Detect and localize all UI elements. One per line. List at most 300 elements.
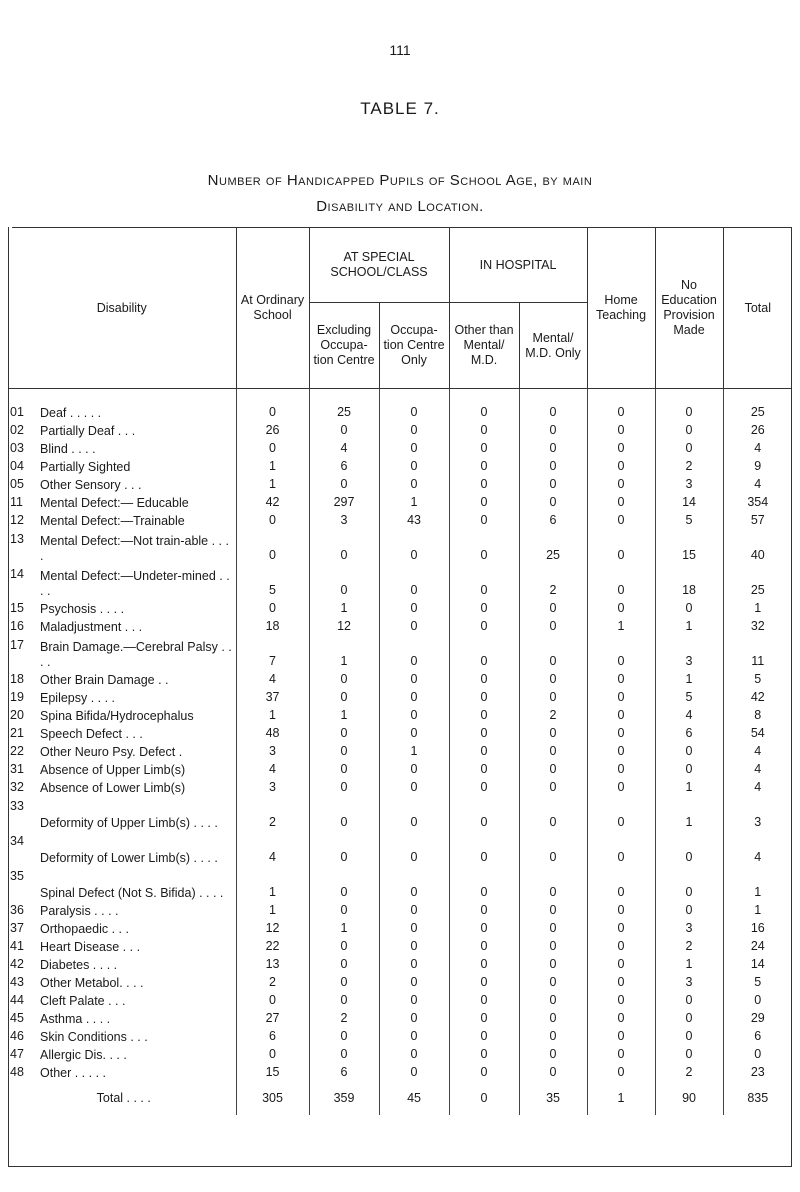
row-value: 2 [655,1063,723,1081]
row-code: 20 [10,708,24,722]
row-disability: Heart Disease . . . [40,940,141,954]
row-value: 48 [236,724,309,742]
row-value: 0 [519,991,587,1009]
table-row [8,937,792,955]
total-row [8,1081,792,1115]
row-value: 0 [587,866,655,901]
row-value: 0 [309,742,379,760]
row-value: 0 [449,831,519,866]
row-code: 45 [10,1011,24,1025]
row-value: 4 [236,831,309,866]
row-value: 0 [519,955,587,973]
row-value: 2 [236,796,309,831]
row-code: 41 [10,939,24,953]
row-value: 0 [519,760,587,778]
row-value: 0 [309,973,379,991]
table-row [8,389,792,422]
table-bottom-rule [8,1166,792,1167]
row-value: 0 [449,1027,519,1045]
row-value: 14 [723,955,792,973]
header-ordinary-school: At Ordinary School [236,228,309,389]
row-value: 0 [449,421,519,439]
row-value: 37 [236,688,309,706]
row-value: 2 [519,706,587,724]
row-value: 0 [449,937,519,955]
row-disability: Maladjustment . . . [40,620,143,634]
row-value: 4 [723,475,792,493]
header-special-school: AT SPECIAL SCHOOL/CLASS [309,228,449,303]
row-value: 4 [723,742,792,760]
row-value: 6 [723,1027,792,1045]
row-disability: Cleft Palate . . . [40,994,126,1008]
table-left-rule [8,227,9,1167]
row-value: 42 [236,493,309,511]
row-value: 1 [723,599,792,617]
row-code: 17 [10,638,24,652]
row-value: 0 [379,617,449,635]
row-value: 0 [379,796,449,831]
table-row [8,439,792,457]
row-value: 0 [587,457,655,475]
row-value: 6 [655,724,723,742]
row-code: 14 [10,567,24,581]
total-value: 90 [655,1081,723,1115]
row-value: 3 [655,919,723,937]
row-value: 0 [519,1063,587,1081]
row-value: 2 [655,457,723,475]
row-value: 9 [723,457,792,475]
row-value: 3 [236,778,309,796]
total-value: 45 [379,1081,449,1115]
row-value: 0 [449,742,519,760]
row-code: 18 [10,672,24,686]
row-value: 0 [236,991,309,1009]
row-value: 0 [655,760,723,778]
row-value: 4 [723,778,792,796]
row-disability: Orthopaedic . . . [40,922,129,936]
table-row [8,635,792,670]
row-value: 8 [723,706,792,724]
row-value: 0 [519,724,587,742]
row-value: 0 [587,991,655,1009]
row-value: 0 [587,955,655,973]
row-value: 0 [519,866,587,901]
table-row [8,599,792,617]
row-value: 1 [655,670,723,688]
row-value: 0 [379,1045,449,1063]
row-code: 11 [10,495,23,509]
row-code: 47 [10,1047,24,1061]
total-label: Total . . . . [96,1090,151,1105]
header-disability: Disability [96,300,147,315]
table-row [8,742,792,760]
row-value: 0 [587,439,655,457]
row-value: 0 [449,599,519,617]
table-row [8,688,792,706]
row-value: 1 [236,475,309,493]
row-value: 1 [236,457,309,475]
row-value: 3 [236,742,309,760]
row-value: 4 [236,760,309,778]
table-row [8,529,792,564]
row-value: 2 [309,1009,379,1027]
row-value: 0 [236,511,309,529]
row-value: 1 [655,955,723,973]
row-value: 0 [309,475,379,493]
row-value: 4 [723,831,792,866]
row-value: 0 [379,457,449,475]
row-value: 0 [236,529,309,564]
row-code: 22 [10,744,24,758]
table-row [8,991,792,1009]
row-value: 0 [379,670,449,688]
row-value: 11 [723,635,792,670]
row-value: 0 [519,796,587,831]
row-value: 3 [723,796,792,831]
row-value: 0 [309,866,379,901]
row-disability: Asthma . . . . [40,1012,111,1026]
row-value: 0 [723,1045,792,1063]
row-value: 0 [379,1009,449,1027]
row-value: 5 [655,511,723,529]
table-row [8,1009,792,1027]
row-disability: Brain Damage.—Cerebral Palsy . . . . [40,640,232,669]
row-value: 297 [309,493,379,511]
row-value: 6 [309,457,379,475]
row-value: 0 [236,599,309,617]
row-code: 34 [10,834,24,848]
caption-line-2: Disability and Location. [316,198,484,215]
row-value: 0 [655,599,723,617]
table-row [8,1063,792,1081]
row-value: 0 [449,529,519,564]
row-disability: Partially Deaf . . . [40,424,136,438]
row-value: 0 [449,1045,519,1063]
table-row [8,955,792,973]
row-value: 0 [587,831,655,866]
row-value: 0 [379,901,449,919]
row-value: 4 [723,760,792,778]
table-row [8,706,792,724]
row-value: 0 [587,564,655,599]
row-value: 0 [449,670,519,688]
row-value: 26 [236,421,309,439]
row-value: 0 [309,724,379,742]
row-value: 32 [723,617,792,635]
table-row [8,421,792,439]
row-value: 0 [449,901,519,919]
row-value: 0 [587,919,655,937]
row-value: 0 [379,1063,449,1081]
row-value: 0 [309,937,379,955]
row-value: 0 [379,529,449,564]
row-value: 23 [723,1063,792,1081]
row-value: 4 [723,439,792,457]
total-value: 0 [449,1081,519,1115]
row-value: 0 [309,670,379,688]
row-value: 0 [655,866,723,901]
row-value: 12 [236,919,309,937]
row-value: 0 [655,1027,723,1045]
row-value: 0 [519,831,587,866]
row-value: 0 [449,778,519,796]
row-value: 0 [519,457,587,475]
row-value: 0 [519,493,587,511]
row-value: 25 [519,529,587,564]
row-code: 46 [10,1029,24,1043]
row-value: 0 [587,973,655,991]
row-value: 0 [519,670,587,688]
table-row [8,457,792,475]
row-value: 0 [379,760,449,778]
row-code: 37 [10,921,24,935]
row-value: 0 [587,493,655,511]
row-value: 29 [723,1009,792,1027]
row-value: 0 [519,635,587,670]
row-disability: Diabetes . . . . [40,958,118,972]
row-code: 05 [10,477,24,491]
row-value: 43 [379,511,449,529]
total-value: 359 [309,1081,379,1115]
row-disability: Partially Sighted [40,460,131,474]
table-row [8,475,792,493]
table-body [8,389,792,1116]
row-value: 0 [449,1009,519,1027]
row-value: 0 [449,724,519,742]
row-value: 0 [379,991,449,1009]
row-value: 5 [655,688,723,706]
row-value: 1 [236,866,309,901]
row-value: 0 [379,955,449,973]
row-value: 18 [236,617,309,635]
row-value: 1 [655,796,723,831]
header-in-hospital: IN HOSPITAL [449,228,587,303]
total-value: 835 [723,1081,792,1115]
row-value: 1 [379,742,449,760]
row-value: 0 [449,635,519,670]
header-excluding-occupation-centre: Excluding Occupa-tion Centre [309,303,379,389]
row-value: 40 [723,529,792,564]
row-value: 0 [379,973,449,991]
row-code: 43 [10,975,24,989]
row-disability: Other Brain Damage . . [40,673,169,687]
row-value: 0 [519,617,587,635]
row-value: 42 [723,688,792,706]
row-value: 25 [723,564,792,599]
row-value: 0 [587,778,655,796]
row-value: 0 [655,901,723,919]
row-disability: Speech Defect . . . [40,727,143,741]
row-code: 13 [10,532,24,546]
row-value: 0 [449,955,519,973]
row-disability: Mental Defect:—Trainable [40,514,185,528]
row-value: 0 [379,635,449,670]
row-value: 0 [309,991,379,1009]
row-value: 0 [449,564,519,599]
row-value: 0 [449,439,519,457]
row-value: 0 [309,955,379,973]
header-other-than-mental: Other than Mental/ M.D. [449,303,519,389]
row-disability: Other Neuro Psy. Defect . [40,745,183,759]
disability-table [8,228,792,1115]
row-value: 0 [587,475,655,493]
table-row [8,1027,792,1045]
row-value: 0 [379,439,449,457]
row-value: 0 [519,742,587,760]
caption-line-1: Number of Handicapped Pupils of School Age, by main [207,172,593,189]
row-value: 0 [519,778,587,796]
row-code: 16 [10,619,24,633]
header-home-teaching: Home Teaching [587,228,655,389]
row-code: 04 [10,459,24,473]
row-value: 1 [655,778,723,796]
row-value: 0 [723,991,792,1009]
table-row [8,724,792,742]
row-disability: Paralysis . . . . [40,904,119,918]
row-value: 0 [309,421,379,439]
row-value: 0 [449,706,519,724]
row-value: 0 [379,389,449,422]
row-disability: Epilepsy . . . . [40,691,116,705]
row-value: 0 [236,439,309,457]
row-value: 0 [309,796,379,831]
row-value: 354 [723,493,792,511]
row-value: 0 [519,901,587,919]
row-value: 0 [519,1027,587,1045]
row-value: 0 [587,724,655,742]
row-value: 0 [519,1009,587,1027]
row-value: 0 [379,475,449,493]
row-code: 03 [10,441,24,455]
row-value: 0 [449,991,519,1009]
row-value: 15 [655,529,723,564]
row-value: 0 [449,475,519,493]
row-value: 0 [587,901,655,919]
row-disability: Blind . . . . [40,442,96,456]
row-value: 13 [236,955,309,973]
row-value: 0 [449,796,519,831]
row-value: 54 [723,724,792,742]
page-number: 111 [389,42,411,58]
row-value: 0 [519,599,587,617]
row-value: 24 [723,937,792,955]
row-value: 2 [519,564,587,599]
table-row [8,778,792,796]
header-occupation-centre-only: Occupa-tion Centre Only [379,303,449,389]
row-disability: Skin Conditions . . . [40,1030,148,1044]
table-row [8,564,792,599]
row-disability: Mental Defect:— Educable [40,496,189,510]
row-value: 0 [655,1045,723,1063]
row-value: 0 [309,688,379,706]
row-value: 0 [309,831,379,866]
row-value: 3 [655,475,723,493]
row-value: 1 [309,919,379,937]
row-value: 2 [236,973,309,991]
row-value: 0 [587,599,655,617]
table-title: TABLE 7. [360,99,440,118]
table-row [8,670,792,688]
row-value: 0 [587,760,655,778]
row-value: 0 [519,937,587,955]
row-value: 0 [655,421,723,439]
row-value: 0 [587,706,655,724]
row-disability: Allergic Dis. . . . [40,1048,127,1062]
row-value: 14 [655,493,723,511]
row-value: 0 [449,617,519,635]
row-value: 0 [309,778,379,796]
row-value: 0 [449,973,519,991]
table-row [8,901,792,919]
row-value: 0 [379,1027,449,1045]
row-value: 15 [236,1063,309,1081]
row-disability: Spinal Defect (Not S. Bifida) . . . . [40,886,224,900]
row-disability: Other Metabol. . . . [40,976,144,990]
row-value: 0 [309,529,379,564]
row-value: 0 [449,1063,519,1081]
row-value: 0 [309,1045,379,1063]
row-value: 1 [655,617,723,635]
row-value: 0 [449,688,519,706]
row-value: 1 [379,493,449,511]
row-value: 0 [379,688,449,706]
row-value: 6 [309,1063,379,1081]
row-value: 1 [587,617,655,635]
row-value: 0 [587,389,655,422]
row-value: 0 [519,919,587,937]
table-row [8,973,792,991]
row-value: 1 [309,706,379,724]
row-value: 0 [309,760,379,778]
header-no-education: No Education Provision Made [655,228,723,389]
row-disability: Mental Defect:—Not train-able . . . . [40,534,229,563]
row-code: 42 [10,957,24,971]
row-value: 1 [723,866,792,901]
row-value: 6 [236,1027,309,1045]
row-value: 0 [587,529,655,564]
row-code: 21 [10,726,24,740]
row-disability: Psychosis . . . . [40,602,125,616]
row-disability: Spina Bifida/Hydrocephalus [40,709,194,723]
row-value: 7 [236,635,309,670]
row-code: 12 [10,513,24,527]
row-value: 0 [379,564,449,599]
table-row [8,919,792,937]
row-value: 0 [519,389,587,422]
row-value: 22 [236,937,309,955]
row-code: 33 [10,799,24,813]
row-value: 0 [587,937,655,955]
row-code: 15 [10,601,24,615]
row-value: 0 [449,919,519,937]
row-value: 18 [655,564,723,599]
row-value: 0 [587,1027,655,1045]
row-value: 25 [723,389,792,422]
row-value: 4 [236,670,309,688]
row-value: 0 [655,1009,723,1027]
row-value: 0 [587,670,655,688]
row-value: 57 [723,511,792,529]
row-value: 0 [379,706,449,724]
table-row [8,760,792,778]
row-value: 5 [723,973,792,991]
row-value: 6 [519,511,587,529]
row-disability: Mental Defect:—Undeter-mined . . . . [40,569,230,598]
row-value: 0 [379,919,449,937]
row-value: 0 [236,389,309,422]
row-value: 4 [309,439,379,457]
row-value: 5 [236,564,309,599]
